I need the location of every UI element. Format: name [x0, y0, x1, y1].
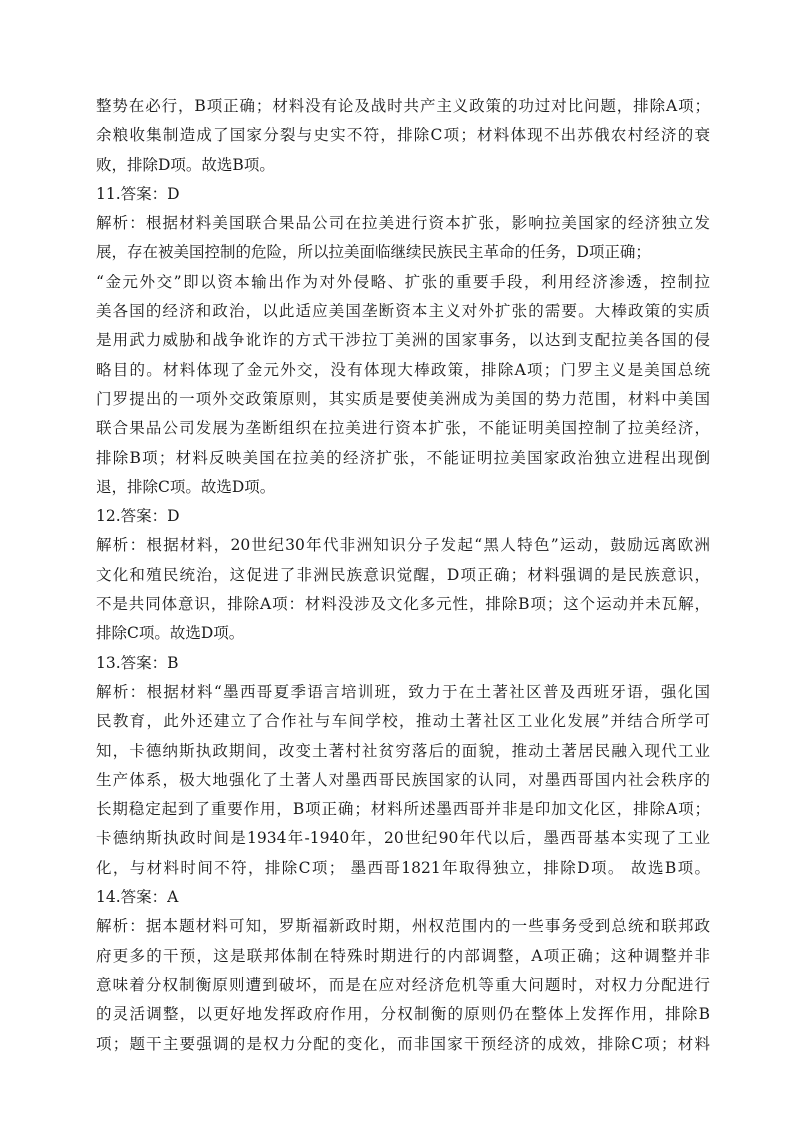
text-line: 排除C项。故选D项。	[96, 624, 245, 643]
text-line: 生产体系，极大地强化了土著人对墨西哥民族国家的认同，对墨西哥国内社会秩序的	[96, 770, 710, 789]
text-line: 略目的。材料体现了金元外交，没有体现大棒政策，排除A项；门罗主义是美国总统	[96, 360, 710, 379]
text-line: 12.答案：D	[96, 507, 180, 526]
text-line: 解析：根据材料“墨西哥夏季语言培训班，致力于在土著社区普及西班牙语，强化国	[96, 682, 710, 701]
text-line: 长期稳定起到了重要作用，B项正确；材料所述墨西哥并非是印加文化区，排除A项；	[96, 800, 710, 819]
text-line: 败，排除D项。故选B项。	[96, 155, 275, 174]
text-line: 排除B项；材料反映美国在拉美的经济扩张，不能证明拉美国家政治独立进程出现倒	[96, 448, 710, 467]
text-line: 退，排除C项。故选D项。	[96, 477, 276, 496]
text-line: 项；题干主要强调的是权力分配的变化，而非国家干预经济的成效，排除C项；材料	[96, 1034, 710, 1053]
text-line: 整势在必行，B项正确；材料没有论及战时共产主义政策的功过对比问题，排除A项；	[96, 97, 710, 115]
text-line: 11.答案：D	[96, 184, 180, 203]
text-line: 14.答案：A	[96, 888, 179, 907]
text-line: 13.答案：B	[96, 653, 179, 672]
text-line: 意味着分权制衡原则遭到破坏，而是在应对经济危机等重大问题时，对权力分配进行	[96, 975, 710, 994]
text-line: 化，与材料时间不符，排除C项； 墨西哥1821年取得独立，排除D项。 故选B项。	[96, 858, 710, 877]
text-line: 展，存在被美国控制的危险，所以拉美面临继续民族民主革命的任务，D项正确；	[96, 243, 651, 262]
text-line: 门罗提出的一项外交政策原则，其实质是要使美洲成为美国的势力范围，材料中美国	[96, 389, 710, 408]
text-line: 不是共同体意识，排除A项：材料没涉及文化多元性，排除B项；这个运动并未瓦解，	[96, 595, 710, 614]
text-line: 解析：根据材料，20世纪30年代非洲知识分子发起“黑人特色”运动，鼓励远离欧洲	[96, 536, 710, 555]
text-line: 解析：根据材料美国联合果品公司在拉美进行资本扩张，影响拉美国家的经济独立发	[96, 214, 710, 233]
text-line: 民教育，此外还建立了合作社与车间学校，推动土著社区工业化发展”并结合所学可	[96, 712, 710, 731]
text-line: 的灵活调整，以更好地发挥政府作用，分权制衡的原则仍在整体上发挥作用，排除B	[96, 1005, 710, 1024]
text-line: 知，卡德纳斯执政期间，改变土著村社贫穷落后的面貌，推动土著居民融入现代工业	[96, 741, 710, 760]
text-line: 余粮收集制造成了国家分裂与史实不符，排除C项；材料体现不出苏俄农村经济的衰	[96, 126, 710, 145]
text-line: 卡德纳斯执政时间是1934年-1940年，20世纪90年代以后，墨西哥基本实现了工业	[96, 829, 710, 848]
text-line: 美各国的经济和政治，以此适应美国垄断资本主义对外扩张的需要。大棒政策的实质	[96, 302, 710, 321]
text-line: 解析：据本题材料可知，罗斯福新政时期，州权范围内的一些事务受到总统和联邦政	[96, 917, 710, 936]
document-body	[96, 92, 710, 1059]
text-line: 文化和殖民统治，这促进了非洲民族意识觉醒，D项正确；材料强调的是民族意识，	[96, 565, 710, 584]
text-line: 府更多的干预，这是联邦体制在特殊时期进行的内部调整，A项正确；这种调整并非	[96, 946, 710, 965]
text-line: “金元外交”即以资本输出作为对外侵略、扩张的重要手段，利用经济渗透，控制拉	[96, 272, 710, 291]
text-line: 是用武力威胁和战争讹诈的方式干涉拉丁美洲的国家事务，以达到支配拉美各国的侵	[96, 331, 710, 350]
text-line: 联合果品公司发展为垄断组织在拉美进行资本扩张，不能证明美国控制了拉美经济，	[96, 419, 710, 438]
